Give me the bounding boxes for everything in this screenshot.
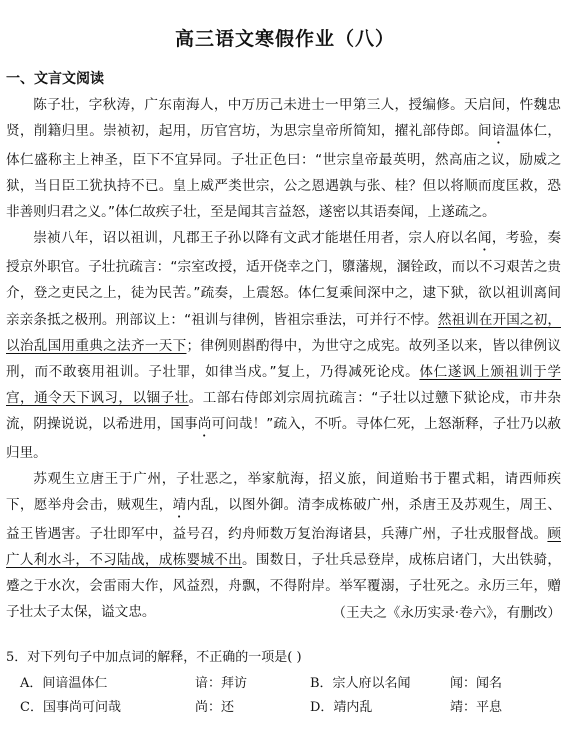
question-stem: 5．对下列句子中加点词的解释，不正确的一项是( ) xyxy=(6,650,302,665)
classical-chinese-passage xyxy=(6,92,561,626)
option-d[interactable]: D．靖内乱 xyxy=(310,700,373,715)
option-d-gloss: 靖：平息 xyxy=(450,700,503,715)
paragraph-2-part-c: ；律例则斟酌得中，为世守之成宪。故列圣以来，皆以律例议刑，而不敢亵用祖训。子壮罪，如律当戍。”复上，乃得减死论戍。 xyxy=(6,337,561,380)
source-citation: （王夫之《永历实录·卷六》，有删改） xyxy=(332,604,561,621)
dotted-word-shang: 尚 xyxy=(197,415,212,432)
section-heading: 一、文言文阅读 xyxy=(6,71,104,87)
page-title: 高三语文寒假作业（八） xyxy=(174,28,395,50)
underlined-sentence-3: 顾广人利水斗，不习陆战，成栋婴城不出 xyxy=(6,526,561,569)
paragraph-2-part-d: 。工部右侍郎刘宗周抗疏言：“子壮以过戆下狱论戍，市井杂流，阴操说说，以希进用，国事 xyxy=(6,389,561,432)
underlined-sentence-2: 体仁遂讽上颁祖训于学宫，通令天下讽习，以锢子壮 xyxy=(6,363,562,406)
paragraph-1 xyxy=(6,92,561,225)
paragraph-2-part-a: 崇祯八年，诏以祖训，凡郡王子孙以降有文武才能堪任用者，宗人府以名 xyxy=(33,230,478,247)
paragraph-1-part-a: 陈子壮，字秋涛，广东南海人，中万历己未进士一甲第三人，授编修。天启间，忤魏忠贤，削籍归里。崇祯初，起用，历官宫坊，为思宗皇帝所简知，擢礼部侍郎。间 xyxy=(6,97,561,140)
option-b[interactable]: B．宗人府以名闻 xyxy=(310,676,411,691)
paragraph-1-part-b: 温体仁，体仁盛称主上神圣，臣下不宜异同。子壮正色曰：“世宗皇帝最英明，然高庙之议，励威之狱，当日臣工犹执持不已。皇上威严类世宗，公之恩遇孰与张、桂？但以将顺而度匡救，恐非善则归君之义。”体仁故疾子壮，至是闻其言益怒，遂密以其语奏闻，上遂疏之。 xyxy=(6,123,562,221)
underlined-sentence-1: 然祖训在开国之初，以治乱国用重典之法齐一天下 xyxy=(6,311,561,354)
option-b-gloss: 闻：闻名 xyxy=(450,676,503,691)
option-a[interactable]: A．间谙温体仁 xyxy=(20,676,108,691)
option-a-gloss: 谙：拜访 xyxy=(195,676,248,691)
paragraph-3-part-c: 。围数日，子壮兵忌登岸，成栋启诸门，大出铁骑，蹙之于水次，会雷雨大作，风益烈，舟飘，不得附岸。举军覆溺，子壮死之。永历三年，赠子壮太子太保，谥文忠。 xyxy=(6,552,562,621)
dotted-word-ye: 谙 xyxy=(491,123,506,140)
paragraph-2-part-e: 可问哉！”疏入，不听。寻体仁死，上怒渐释，子壮乃以赦归里。 xyxy=(6,415,562,461)
paragraph-3-part-b: 内乱，以图外御。清李成栋破广州，杀唐王及苏观生，周王、益王皆遇害。子壮即军中，益号召，约舟师数万复治海诸县，兵薄广州，子壮戎服督战。 xyxy=(6,497,562,543)
paragraph-3-part-a: 苏观生立唐王于广州，子壮恶之，举家航海，招义旅，间道贻书于瞿式耜，请西师疾下，愿举舟会击，贼观生， xyxy=(6,471,561,514)
paragraph-2-part-b: ，考验，奏授京外职官。子壮抗疏言：“宗室改授，适开侥幸之门，隳藩规，溷铨政，而以不习艰苦之贵介，登之吏民之上，徒为民苦。”疏奏，上震怒。体仁复乘间深中之，逮下狱，欲以祖训离间亲亲条抵之极刑。刑部议上：“祖训与律例，皆祖宗垂法，可并行不悖。 xyxy=(6,230,562,328)
paragraph-2 xyxy=(6,225,561,466)
option-c[interactable]: C．国事尚可问哉 xyxy=(20,700,121,715)
dotted-word-jing: 靖 xyxy=(172,497,187,514)
dotted-word-wen: 闻 xyxy=(477,230,492,247)
option-c-gloss: 尚：还 xyxy=(195,700,235,715)
